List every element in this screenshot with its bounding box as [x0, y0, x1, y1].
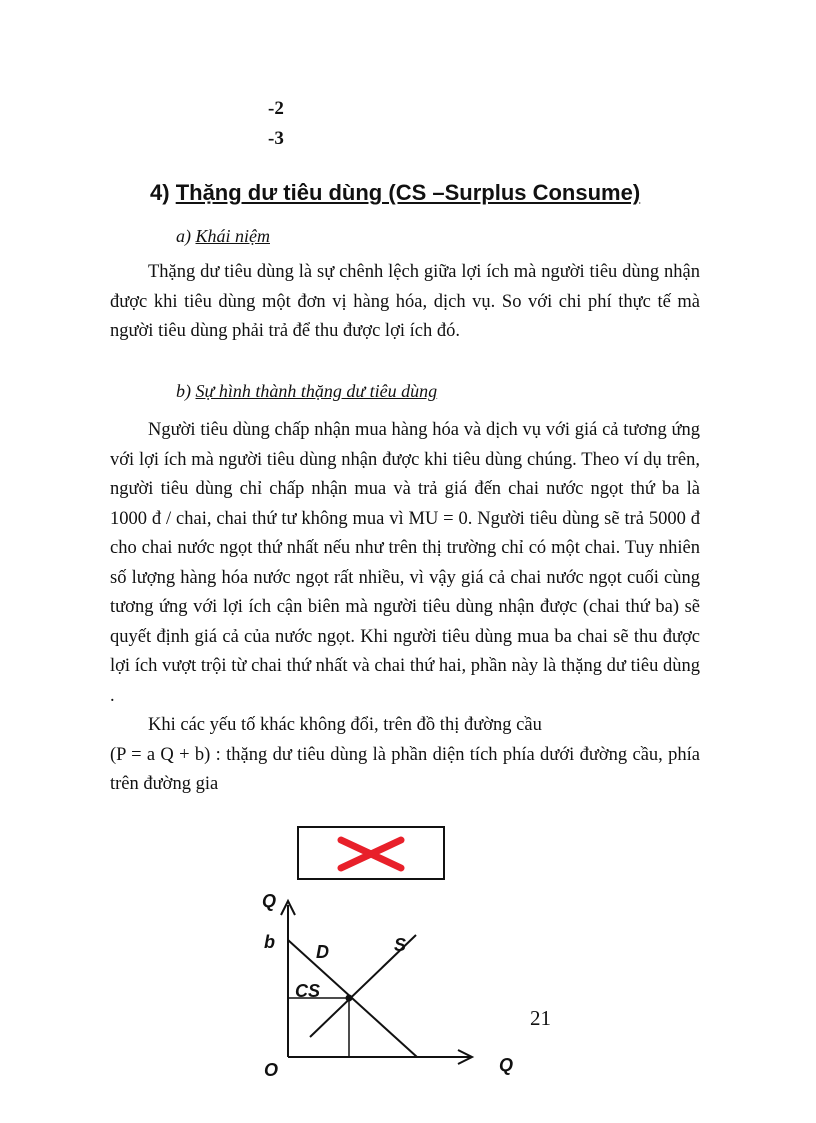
- paragraph-graph-intro-rest: (P = a Q + b) : thặng dư tiêu dùng là phần diện tích phía dưới đường cầu, phía trên đường gia: [110, 744, 700, 794]
- subheading-b-label: b): [176, 381, 196, 401]
- paragraph-graph-intro-line1: Khi các yếu tố khác không đổi, trên đồ thị đường cầu: [148, 715, 542, 735]
- paragraph-definition: [110, 258, 700, 347]
- y-axis-label: Q: [262, 891, 277, 911]
- heading-number: 4): [150, 180, 176, 205]
- intercept-label: b: [264, 932, 275, 952]
- subheading-b-title: Sự hình thành thặng dư tiêu dùng: [195, 381, 438, 401]
- subheading-a-title: Khái niệm: [195, 226, 270, 246]
- paragraph-formation-text: Người tiêu dùng chấp nhận mua hàng hóa và dịch vụ với giá cả tương ứng với lợi ích mà người tiêu dùng nhận được khi tiêu dùng chúng. Theo ví dụ trên, người tiêu dùng chỉ chấp nhận mua và trả giá đến chai nước ngọt thứ ba là 1000 đ / chai, chai thứ tư không mua vì MU = 0. Người tiêu dùng sẽ trả 5000 đ cho chai nước ngọt thứ nhất nếu như trên thị trường chỉ có một chai. Tuy nhiên số lượng hàng hóa nước ngọt rất nhiều, vì vậy giá cả chai nước ngọt cuối cùng tương ứng với lợi ích cận biên mà người tiêu dùng nhận được (chai thứ ba) sẽ quyết định giá cả của nước ngọt. Khi người tiêu dùng mua ba chai sẽ thu được lợi ích vượt trội từ chai thứ nhất và chai thứ hai, phần này là thặng dư tiêu dùng .: [110, 420, 700, 706]
- list-number-2: -2: [268, 98, 284, 119]
- subheading-b: [176, 381, 437, 402]
- equilibrium-point: [346, 995, 353, 1002]
- surplus-label: CS: [295, 981, 321, 1001]
- paragraph-definition-text: Thặng dư tiêu dùng là sự chênh lệch giữa lợi ích mà người tiêu dùng nhận được khi tiêu dùng một đơn vị hàng hóa, dịch vụ. So với chi phí thực tế mà người tiêu dùng phải trả để thu được lợi ích đó.: [110, 262, 700, 341]
- supply-demand-graph: [250, 885, 530, 1085]
- demand-label: D: [316, 942, 329, 962]
- origin-label: O: [264, 1060, 279, 1080]
- supply-label: S: [394, 935, 407, 955]
- paragraph-formation: [110, 416, 700, 800]
- heading-title: Thặng dư tiêu dùng (CS –Surplus Consume): [175, 180, 641, 205]
- list-number-3: -3: [268, 128, 284, 149]
- red-x-icon: [299, 828, 443, 878]
- broken-image-placeholder: [297, 826, 445, 880]
- subheading-a: [176, 226, 270, 247]
- subheading-a-label: a): [176, 226, 196, 246]
- x-axis-label: Q: [499, 1055, 514, 1075]
- section-heading: [150, 180, 640, 206]
- page-number: 21: [530, 1006, 551, 1030]
